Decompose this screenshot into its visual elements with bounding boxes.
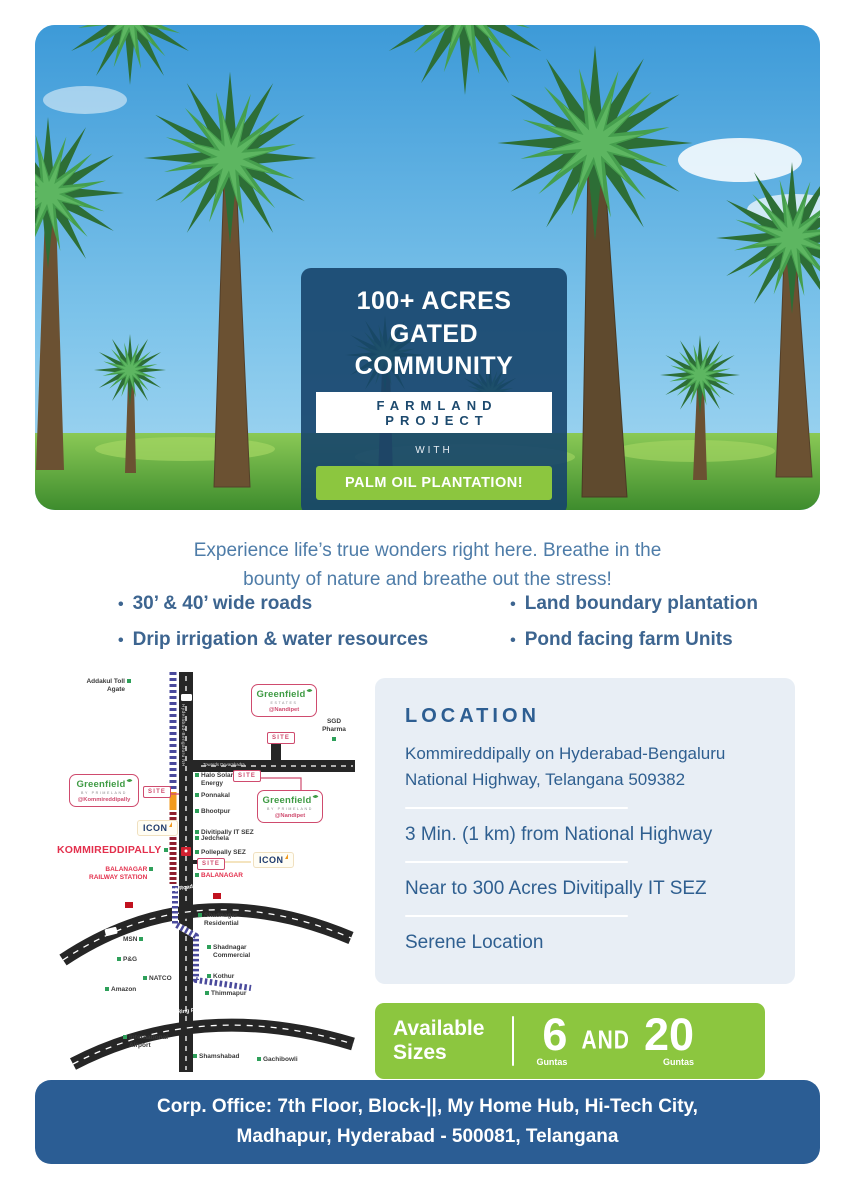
corp-office-footer: Corp. Office: 7th Floor, Block-||, My Home Hub, Hi-Tech City, Madhapur, Hyderabad - 500081, Telangana: [35, 1080, 820, 1164]
with-label: WITH: [415, 444, 453, 456]
divider: [405, 915, 628, 917]
farmland-project-strip: FARMLAND PROJECT: [316, 392, 552, 433]
map-point-balanagar: BALANAGAR: [195, 872, 243, 880]
map-dot: [127, 679, 131, 683]
feature-item: • Pond facing farm Units: [510, 629, 733, 650]
bullet-icon: •: [118, 596, 124, 613]
map-point: Amazon: [105, 986, 136, 994]
towards-road-label: Towards Devarakadra: [203, 762, 245, 767]
map-dot: [332, 737, 336, 741]
greenfield-nandipet-bubble: Greenfield BY PRIMELAND @Nandipet: [257, 790, 323, 823]
site-tag: SITE: [143, 786, 171, 798]
map-point-railway-station: BALANAGAR RAILWAY STATION: [89, 866, 153, 882]
feature-column-right: [510, 593, 758, 665]
site-tag: SITE: [197, 858, 225, 870]
map-point: MSN: [123, 936, 143, 944]
map-point: International Airport: [123, 1034, 171, 1050]
size-value-2: 20 Guntas: [643, 1008, 695, 1068]
divider: [405, 807, 628, 809]
feature-item: • Drip irrigation & water resources: [118, 629, 429, 650]
map-point: Shamshabad: [193, 1053, 239, 1061]
leaf-icon: [126, 778, 132, 783]
map-point: NATCO: [143, 975, 172, 983]
map-point: Jedchela: [195, 835, 229, 843]
regional-ring-road-label: Regional Ring Road: [140, 883, 194, 899]
map-point: Shadnagar Residential: [198, 912, 246, 928]
map-point: Bhootpur: [195, 808, 230, 816]
map-point: Divitipally IT SEZ: [195, 829, 254, 837]
palm-oil-plantation-label: PALM OIL PLANTATION!: [316, 466, 552, 500]
hero-badge: [301, 268, 567, 510]
icon-logo: ICON: [137, 820, 178, 836]
map-point: P&G: [117, 956, 137, 964]
icon-logo: ICON: [253, 852, 294, 868]
icon-flag: [285, 854, 288, 859]
available-sizes-banner: [375, 1003, 765, 1079]
bullet-icon: •: [118, 632, 124, 649]
sizes-conjunction: AND: [581, 1026, 630, 1055]
map-point: Ponnakal: [195, 792, 230, 800]
location-item: Near to 300 Acres Divitipally IT SEZ: [405, 878, 707, 899]
sizes-label: Available Sizes: [393, 1016, 485, 1064]
outer-ring-road-label: Outer Ring Road: [160, 1006, 205, 1018]
intro-text: Experience life’s true wonders right here. Breathe in the bounty of nature and breathe out the stress!: [193, 540, 662, 591]
bullet-icon: •: [510, 632, 516, 649]
leaf-icon: [306, 688, 312, 693]
map-point-toll-gate: Addakul Toll Agate: [81, 678, 141, 694]
map-point: Halo Solar Energy: [195, 772, 235, 788]
size-value-1: 6 Guntas: [536, 1008, 568, 1068]
leaf-icon: [312, 794, 318, 799]
location-address: Kommireddipally on Hyderabad-Bengaluru National Highway, Telangana 509382: [405, 744, 726, 789]
map-point: Kothur: [207, 973, 234, 981]
map-point-sgd-pharma: SGD Pharma: [319, 718, 349, 741]
location-item: 3 Min. (1 km) from National Highway: [405, 824, 713, 845]
location-heading: LOCATION: [405, 705, 540, 727]
highway-vertical-label: Hyderabad-Bengaluru NH: [181, 704, 186, 767]
feature-list: [118, 593, 758, 665]
map-point: Pollepally SEZ: [195, 849, 246, 857]
location-card: [375, 678, 795, 984]
feature-column-left: [118, 593, 428, 665]
divider: [512, 1016, 514, 1066]
feature-item: • Land boundary plantation: [510, 593, 758, 614]
divider: [405, 861, 628, 863]
icon-flag: [169, 822, 172, 827]
site-tag: SITE: [233, 770, 261, 782]
site-tag: SITE: [267, 732, 295, 744]
badge-title: 100+ ACRES GATED COMMUNITY: [354, 287, 514, 380]
map-point: Shadnagar Commercial: [207, 944, 257, 960]
bullet-icon: •: [510, 596, 516, 613]
map-point-kommireddipally: KOMMIREDDIPALLY: [57, 844, 168, 857]
greenfield-kommireddipally-bubble: Greenfield BY PRIMELAND @Kommireddipally: [69, 774, 139, 807]
map-point: Thimmapur: [205, 990, 246, 998]
feature-item: • 30’ & 40’ wide roads: [118, 593, 313, 614]
palm-plantation-photo: [35, 25, 820, 510]
location-item: Serene Location: [405, 932, 544, 953]
location-map: [55, 672, 355, 1090]
greenfield-nandipet-estates-bubble: Greenfield ESTATES @Nandipet: [251, 684, 317, 717]
map-point: Gachibowli: [257, 1056, 298, 1064]
